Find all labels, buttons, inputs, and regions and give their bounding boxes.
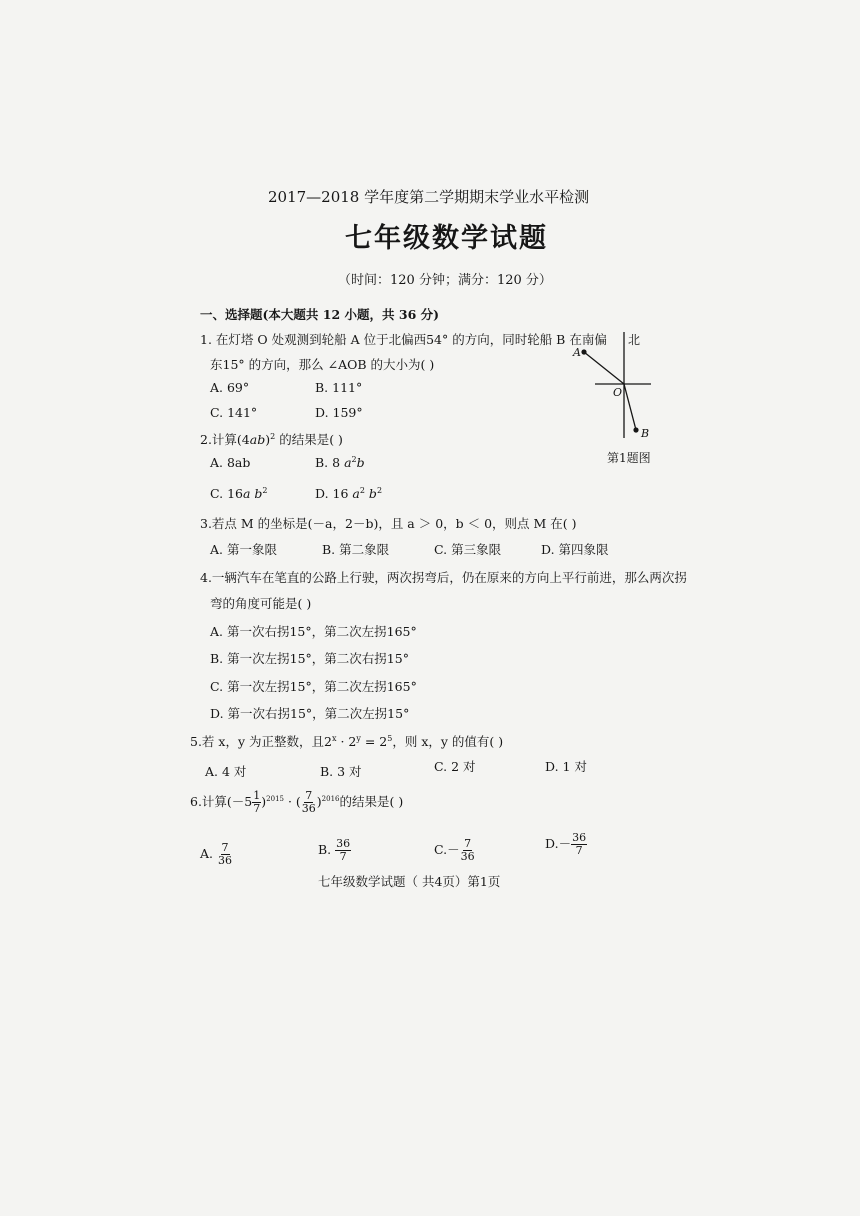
q5-option-c: C. 2 对 <box>434 759 476 774</box>
q3-option-c: C. 第三象限 <box>434 542 502 557</box>
q6-option-c: C.－ $\frac{7}{36}$ <box>434 837 475 863</box>
figure-north-label: 北 <box>628 333 641 347</box>
q1-line2: 东15° 的方向，那么 ∠AOB 的大小为( ) <box>210 357 435 372</box>
q5-option-a: A. 4 对 <box>205 764 247 779</box>
page-title: 七年级数学试题 <box>345 223 548 254</box>
q1-option-b: B. 111° <box>315 380 363 395</box>
figure-label-a: A <box>573 346 581 359</box>
section-heading: 一、选择题(本大题共 12 小题，共 36 分) <box>200 307 440 322</box>
q2-option-b: B. 8 $a^2b$ <box>315 454 365 470</box>
q2-option-c: C. 16a $b^2$ <box>210 485 268 501</box>
q6-fraction-1: $\frac{1}{7}$ <box>253 789 261 815</box>
q3-option-d: D. 第四象限 <box>541 542 609 557</box>
q4-option-a: A. 第一次右拐15°，第二次左拐165° <box>210 624 417 639</box>
q4-line2: 弯的角度可能是( ) <box>210 596 312 611</box>
q1-option-a: A. 69° <box>210 380 250 395</box>
ray-oa <box>584 352 624 384</box>
point-a <box>581 349 586 354</box>
q2-option-d: D. 16 $a^2$ $b^2$ <box>315 485 383 501</box>
figure-caption: 第1题图 <box>607 451 651 465</box>
q2-question: 2.计算$(4ab)^2$ 的结果是( ) <box>200 431 343 447</box>
q1-figure <box>575 330 665 440</box>
q1-option-d: D. 159° <box>315 405 363 420</box>
q6-fraction-2: $\frac{7}{36}$ <box>301 789 316 815</box>
q4-option-d: D. 第一次右拐15°，第二次左拐15° <box>210 706 410 721</box>
figure-label-b: B <box>641 427 650 440</box>
q5-question: 5.若 x，y 为正整数，且$2^x \cdot 2^y = 2^5$，则 x，y 的值有( ) <box>190 733 504 749</box>
time-info: （时间：120 分钟；满分：120 分） <box>338 273 552 288</box>
q3-question: 3.若点 M 的坐标是(－a，2－b)，且 a ＞ 0，b ＜ 0，则点 M 在( ) <box>200 516 577 531</box>
q6-option-a: A. $\frac{7}{36}$ <box>200 841 232 867</box>
ray-ob <box>624 384 636 430</box>
q4-option-b: B. 第一次左拐15°，第二次右拐15° <box>210 651 409 666</box>
q3-option-a: A. 第一象限 <box>210 542 277 557</box>
point-b <box>633 427 638 432</box>
q5-option-b: B. 3 对 <box>320 764 362 779</box>
q3-option-b: B. 第二象限 <box>322 542 390 557</box>
q6-option-b: B. $\frac{36}{7}$ <box>318 837 351 863</box>
q4-option-c: C. 第一次左拐15°，第二次左拐165° <box>210 679 417 694</box>
q6-option-d: D.－ $\frac{36}{7}$ <box>545 831 587 857</box>
q2-option-a: A. 8ab <box>210 455 251 470</box>
q1-option-c: C. 141° <box>210 405 258 420</box>
exam-term-line: 2017—2018 学年度第二学期期末学业水平检测 <box>268 188 590 206</box>
q1-line1: 1. 在灯塔 O 处观测到轮船 A 位于北偏西54° 的方向，同时轮船 B 在南偏 <box>200 332 607 347</box>
page-footer: 七年级数学试题（ 共4页）第1页 <box>318 874 501 889</box>
q5-option-d: D. 1 对 <box>545 759 587 774</box>
q6-question: 6.计算(－5 $\frac{1}{7}$ )$^{2015}$ · ( $\frac{7}{36}$ )$^{2016}$的结果是( ) <box>190 789 404 815</box>
q4-line1: 4.一辆汽车在笔直的公路上行驶，两次拐弯后，仍在原来的方向上平行前进，那么两次拐 <box>200 570 687 585</box>
figure-label-o: O <box>613 386 623 399</box>
